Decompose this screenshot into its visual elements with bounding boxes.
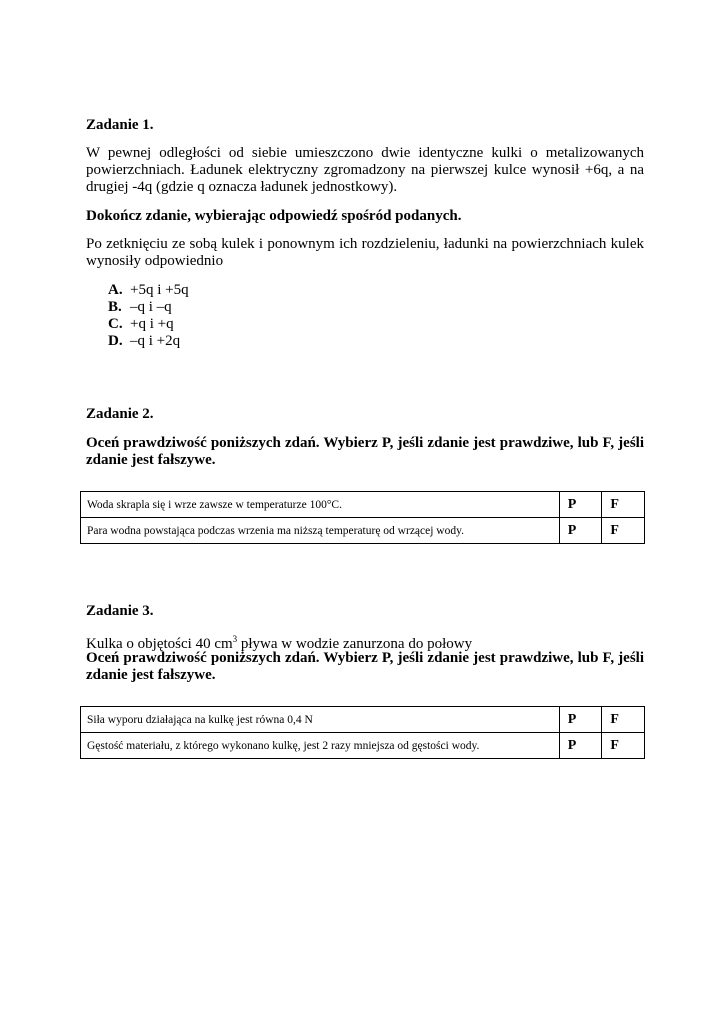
option-c bbox=[108, 316, 189, 333]
task-2-instruction: Oceń prawdziwość poniższych zdań. Wybierz P, jeśli zdanie jest prawdziwe, lub F, jeśli zdanie jest fałszywe. bbox=[86, 435, 644, 468]
true-option[interactable]: P bbox=[559, 733, 602, 759]
false-option[interactable]: F bbox=[602, 707, 645, 733]
option-b bbox=[108, 299, 189, 316]
statement-cell: Siła wyporu działająca na kulkę jest równa 0,4 N bbox=[81, 707, 560, 733]
option-a-text: +5q i +5q bbox=[130, 282, 189, 298]
task-1-intro: W pewnej odległości od siebie umieszczono dwie identyczne kulki o metalizowanych powierzchniach. Ładunek elektryczny zgromadzony na pierwszej kulce wynosił +6q, a na drugiej -4q (gdzie q oznacza ładunek jednostkowy). bbox=[86, 145, 644, 195]
task-2-table bbox=[80, 491, 645, 544]
option-b-letter: B. bbox=[108, 299, 122, 315]
task-3-intro-exponent: 3 bbox=[232, 634, 238, 644]
task-3-instruction: Oceń prawdziwość poniższych zdań. Wybierz P, jeśli zdanie jest prawdziwe, lub F, jeśli zdanie jest fałszywe. bbox=[86, 650, 644, 683]
table-row bbox=[81, 492, 645, 518]
statement-cell: Gęstość materiału, z którego wykonano kulkę, jest 2 razy mniejsza od gęstości wody. bbox=[81, 733, 560, 759]
table-row bbox=[81, 518, 645, 544]
option-b-text: –q i –q bbox=[130, 299, 172, 315]
false-option[interactable]: F bbox=[602, 518, 645, 544]
option-a bbox=[108, 282, 189, 299]
option-c-text: +q i +q bbox=[130, 316, 174, 332]
task-3-intro-text: Kulka o objętości 40 cm bbox=[86, 636, 233, 652]
option-d-letter: D. bbox=[108, 333, 123, 349]
statement-cell: Para wodna powstająca podczas wrzenia ma niższą temperaturę od wrzącej wody. bbox=[81, 518, 560, 544]
task-3-table bbox=[80, 706, 645, 759]
task-2-title: Zadanie 2. bbox=[86, 406, 154, 422]
false-option[interactable]: F bbox=[602, 733, 645, 759]
table-row bbox=[81, 707, 645, 733]
true-option[interactable]: P bbox=[559, 518, 602, 544]
task-1-instruction: Dokończ zdanie, wybierając odpowiedź spośród podanych. bbox=[86, 208, 462, 224]
option-a-letter: A. bbox=[108, 282, 123, 298]
option-d bbox=[108, 333, 189, 350]
task-1-options bbox=[108, 282, 189, 350]
option-c-letter: C. bbox=[108, 316, 123, 332]
true-option[interactable]: P bbox=[559, 492, 602, 518]
true-option[interactable]: P bbox=[559, 707, 602, 733]
statement-cell: Woda skrapla się i wrze zawsze w temperaturze 100°C. bbox=[81, 492, 560, 518]
task-3-title: Zadanie 3. bbox=[86, 603, 154, 619]
task-1-title: Zadanie 1. bbox=[86, 117, 154, 133]
task-1-question: Po zetknięciu ze sobą kulek i ponownym ich rozdzieleniu, ładunki na powierzchniach kulek wynosiły odpowiednio bbox=[86, 236, 644, 269]
false-option[interactable]: F bbox=[602, 492, 645, 518]
option-d-text: –q i +2q bbox=[130, 333, 181, 349]
task-3-intro-rest: pływa w wodzie zanurzona do połowy bbox=[237, 636, 473, 652]
table-row bbox=[81, 733, 645, 759]
